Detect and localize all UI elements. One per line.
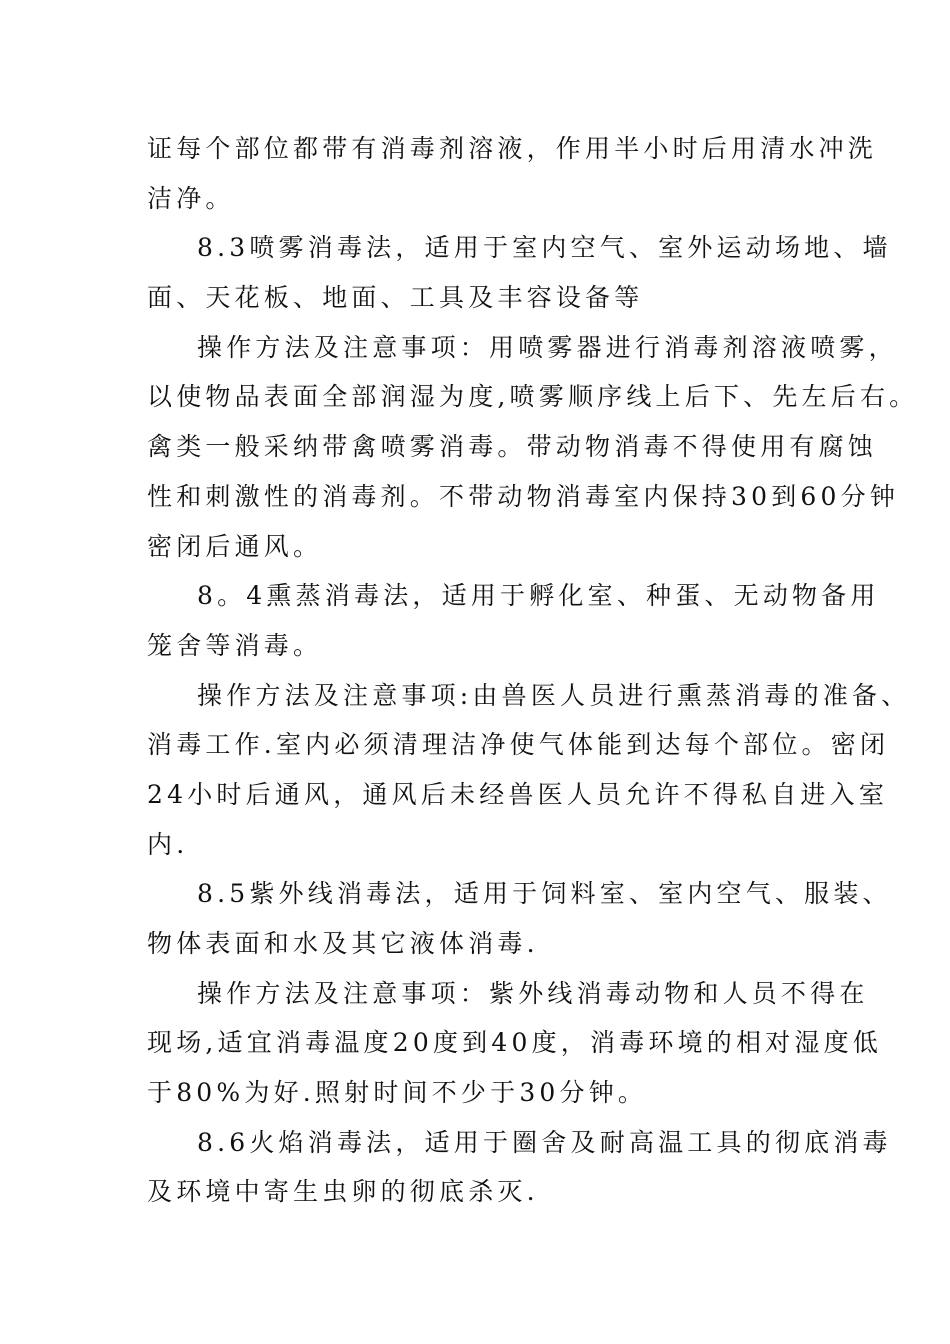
text-line: 现场,适宜消毒温度20度到40度，消毒环境的相对湿度低: [147, 1028, 882, 1058]
text-line: 以使物品表面全部润湿为度,喷雾顺序线上后下、先左后右。: [147, 382, 919, 412]
text-line: 及环境中寄生虫卵的彻底杀灭.: [147, 1177, 539, 1207]
text-line: 24小时后通风，通风后未经兽医人员允许不得私自进入室: [147, 779, 889, 809]
text-line: 8.5紫外线消毒法，适用于饲料室、室内空气、服装、: [197, 879, 892, 909]
text-line: 物体表面和水及其它液体消毒.: [147, 929, 539, 958]
text-line: 内.: [147, 829, 189, 859]
text-line: 密闭后通风。: [147, 531, 323, 561]
text-line: 消毒工作.室内必须清理洁净使气体能到达每个部位。密闭: [147, 730, 890, 760]
text-line: 操作方法及注意事项:由兽医人员进行熏蒸消毒的准备、: [197, 680, 911, 710]
text-line: 禽类一般采纳带禽喷雾消毒。带动物消毒不得使用有腐蚀: [147, 432, 878, 462]
text-line: 性和刺激性的消毒剂。不带动物消毒室内保持30到60分钟: [147, 481, 900, 511]
document-body: [147, 124, 919, 1217]
text-line: 8.6火焰消毒法，适用于圈舍及耐高温工具的彻底消毒: [197, 1127, 892, 1157]
text-line: 操作方法及注意事项：用喷雾器进行消毒剂溶液喷雾，: [197, 332, 898, 362]
text-line: 笼舍等消毒。: [147, 630, 323, 660]
text-line: 8.3喷雾消毒法，适用于室内空气、室外运动场地、墙: [197, 233, 892, 263]
text-line: 洁净。: [147, 183, 235, 213]
text-line: 于80%为好.照射时间不少于30分钟。: [147, 1078, 648, 1108]
text-line: 证每个部位都带有消毒剂溶液，作用半小时后用清水冲洗: [147, 134, 878, 163]
text-line: 8。4熏蒸消毒法，适用于孵化室、种蛋、无动物备用: [197, 581, 880, 611]
text-line: 面、天花板、地面、工具及丰容设备等: [147, 283, 644, 313]
text-line: 操作方法及注意事项：紫外线消毒动物和人员不得在: [197, 978, 869, 1008]
